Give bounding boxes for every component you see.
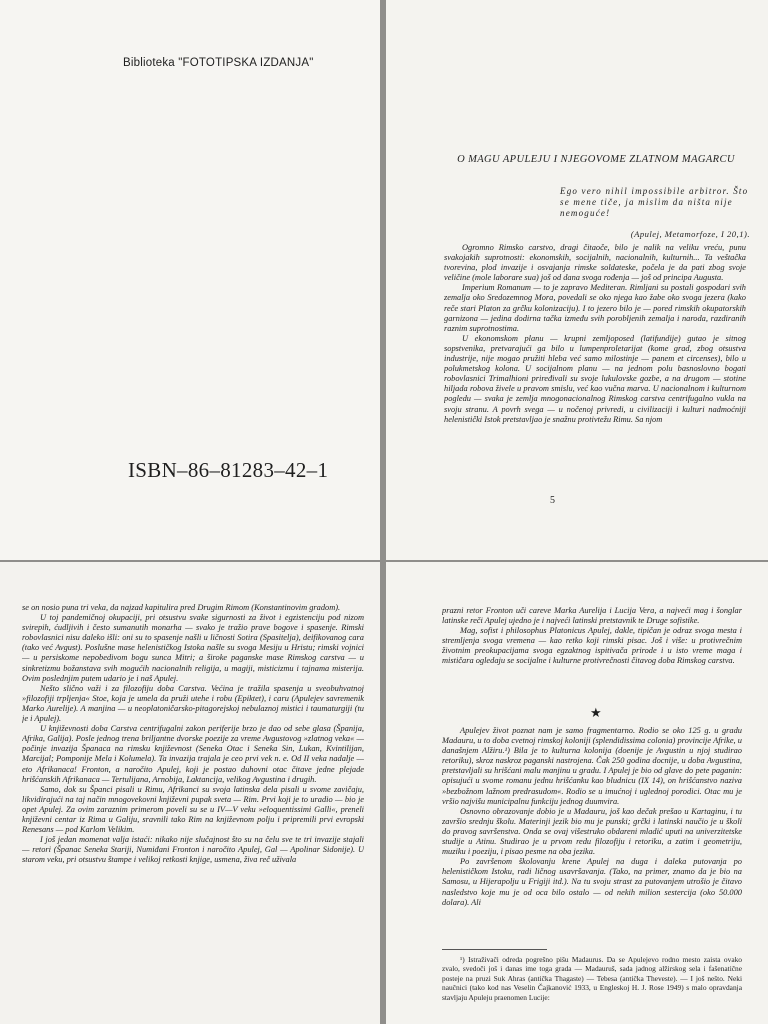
- paragraph: Mag, sofist i philosophus Platonicus Apulej, dakle, tipičan je odraz svoga mesta i stremljenja svoga vremena — kao retko koji rimski pisac. Još i više: u protivrečnim životnim preokupacijama svoga egzaktnog ispitivača prirode i u isto vreme maga i mističara ogledaju se socijalne i kulturne protivrečnosti čitavog doba Rimskog carstva.: [442, 626, 742, 666]
- body-text-top-right: [444, 243, 746, 483]
- paragraph: Po završenom školovanju krene Apulej na duga i daleka putovanja po helenističkom Istoku, radi ličnog usavršavanja. (Tako, na primer, znamo da je bio na Samosu, u Hijerapolju u Frigiji itd.). Na tu svoju strast za putovanjem utrošio je čitavo nasledstvo koje mu je od oca bilo ostalo — od nekih milion sestercija (oko 50.000 dolara). Ali: [442, 857, 742, 907]
- paragraph: U ekonomskom planu — krupni zemljoposed (latifundije) gutao je sitnog sopstvenika, pretvarajući ga bilo u lumpenproletarijat (kome grad, zbog otsustva industrije, nije mogao pružiti hleba već samo milostinje — panem et circenses), bilo u polukmetskog kolona. U socijalnom planu — na jednom polu basnoslovno bogati robovlasnici Trimalhioni priređivali su svoje lukulovske gozbe, a na drugom — stotine hiljada robova živele u pravom smislu, već kao vučna marva. U nacionalnom i kulturnom pogledu — svaka je zemlja mnogonacionalnog Rimskog carstva centrifugalno vukla na svoju stranu. A povrh svega — u nočenoj privredi, u civilizaciji i kulturi nadmoćniji helenistički Istok pretstavljao je snažnu protivtežu Rimu. Sa njom: [444, 333, 746, 424]
- star-separator-icon: ★: [590, 705, 602, 720]
- body-text-bottom-right-mid: [442, 726, 742, 942]
- page-bottom-right: [386, 562, 768, 1024]
- paragraph: Imperium Romanum — to je zapravo Mediteran. Rimljani su postali gospodari svih zemalja oko Sredozemnog Mora, povedali se oko njega kao žabe oko svoga jezera (kako reče stari Platon za grčku kolonizaciju). I to jezero bilo je — pored rimskih okupatorskih garnizona — jedina dodirna tačka između svih porobljenih zemalja i naroda, razdiranih raznim suprotnostima.: [444, 283, 746, 333]
- page-bottom-left: [0, 562, 380, 1024]
- footnote: [442, 955, 742, 1021]
- page-top-left: [0, 0, 380, 560]
- epigraph-source: (Apulej, Metamorfoze, I 20,1).: [630, 229, 750, 239]
- series-title: Biblioteka "FOTOTIPSKA IZDANJA": [123, 57, 314, 69]
- footnote-rule: [442, 949, 547, 950]
- paragraph: U toj pandemičnoj okupaciji, pri otsustvu svake sigurnosti za život i egzistenciju pod nizom svirepih, ćudljivih i često sumanutih monarha — svako je tražio prave bogove i spasenje. Rimski robovlasnici nisu daleko išli: oni su to spasenje našli u ličnosti Sotira (Spasitelja), deifikovanog cara (tako već Avgust). Poslušne mase helenističkog Istoka našle su svoga Mesiju u Hristu; rimski vojnici — u persiskome nepobedivom bogu sunca Mitri; a široke paganske mase Rimskog carstva — u sinkretizmu božanstava svih mogućih nacionalnih religija, u magiji, misticizmu i tajnama misterija. Ovim poslednjim putem udario je i naš Apulej.: [22, 613, 364, 683]
- paragraph: Apulejev život poznat nam je samo fragmentarno. Rodio se oko 125 g. u gradu Madauru, u to doba cvetnoj rimskoj koloniji (splendidissima colonia) provincije Afrike, u današnjem Alžiru.¹) Bila je to kulturna kolonija (doenije je Avgustin u njoj studirao retoriku), skroz naskroz paganski nastrojena. Čak 250 godina docnije, u doba Avgustina, pretstavljali su hrišćani malu manjinu u gradu. I Apulej je bio od glave do pete paganin: opisujući u svome romanu jednu hrišćanku kao bludnicu (IX 14), on hrišćanstvo naziva »bezbožnom lažnom predrasudom«. Rodio se u imućnoj i uglednoj porodici. Otac mu je vršio najvišu municipalnu funkciju jednog duumvira.: [442, 726, 742, 806]
- paragraph: I još jedan momenat valja istaći: nikako nije slučajnost što su na čelu sve te tri invazije stajali — retori (Španac Seneka Stariji, Numiđani Fronton i naročito Apulej, Gal — Apolinar Sidonije). U starom veku, pri otsustvu štampe i velikoj retkosti knjige, usmena, živa reč uživala: [22, 835, 364, 865]
- chapter-title: O MAGU APULEJU I NJEGOVOME ZLATNOM MAGARCU: [457, 154, 735, 165]
- paragraph: Osnovno obrazovanje dobio je u Madauru, još kao dečak prešao u Kartaginu, i tu završio srednju školu. Materinji jezik bio mu je punski; grčki i latinski naučio je u školi do pravog savršenstva. Onda se ovaj višestruko obdareni mladić uputi na univerzitetske studije u Atinu. Studirao je u prvom redu filozofiju i retoriku, a zatim i geometriju, muziku i poeziju, i pisao pesme na oba jezika.: [442, 806, 742, 857]
- paragraph: Nešto slično važi i za filozofiju doba Carstva. Većina je tražila spasenja u sveobuhvatnoj »filozofiji trpljenja« Stoe, koja je umela da pruži utehe i robu (Epiktet), i caru (Apulejev savremenik Marko Aurelije). A manjina — u neoplatoničarsko-pitagorejskoj nebulaznoj mistici i taumaturgiji (tu je i Apulej).: [22, 683, 364, 724]
- paragraph: se on nosio puna tri veka, da najzad kapitulira pred Drugim Rimom (Konstantinovim gradom).: [22, 603, 341, 612]
- isbn-number: ISBN–86–81283–42–1: [128, 458, 329, 482]
- body-text-bottom-left: [22, 603, 364, 1018]
- epigraph: Ego vero nihil impossibile arbitror. Što se mene tiče, ja mislim da ništa nije nemoguće!: [560, 186, 749, 218]
- page-top-right: [386, 0, 768, 560]
- footnote-text: ¹) Istraživači odreda pogrešno pišu Madaurus. Da se Apulejevo rodno mesto zaista ovako zvalo, svedoči još i danas ime toga grada — Madauruš, sada jadnog alžirskog sela i fašenatične posteje na pruzi Suk Ahras (antička Thagaste) — Tebesa (antička Theveste). — I još nešto. Neki naučnici (tako kod nas Veselin Čajkanović 1933, u Engleskoj H. J. Rose 1949) s malo opravdanja stavljaju Apuleju praenomen Lucije:: [442, 955, 742, 1002]
- paragraph: prazni retor Fronton uči careve Marka Aurelija i Lucija Vera, a najveći mag i šonglar latinske reči Apulej ujedno je i najveći latinski pretstavnik te Druge sofistike.: [442, 606, 742, 626]
- body-text-bottom-right-top: [442, 606, 742, 706]
- paragraph: U književnosti doba Carstva centrifugalni zakon periferije brzo je dao od sebe glasa (Španija, Afrika, Galija). Posle jednog trena briljantne dvorske poezije za vreme Avgustovog »zlatnog veka« — počinje invazija Španaca na rimsku književnost (Seneka Otac i Seneka Sin, Lukan, Kvintilijan, Marcijal; Pomponije Mela i Kolumela). Ta invazija trajala je ceo prvi vek n. e. Od II veka nadalje — eto Afrikanaca! Fronton, a naročito Apulej, koji je postao duhovni otac čitave jedne plejade hrišćanskih Afrikanaca — Tertulijana, Arnobija, Laktancija, velikog Avgustina i drugih.: [22, 724, 364, 784]
- paragraph: Samo, dok su Španci pisali u Rimu, Afrikanci su svoja latinska dela pisali u svome zavičaju, likvidirajući na taj način mnogovekovni književni pupak sveta — Rim. Prvi koji je to uradio — bio je opet Apulej. Za ovim zaraznim primerom poveli su se u IV—V veku »eloquentissimi Galli«, preneli književni centar iz Rima u Galiju, sravnili tako Rim na književnom polju i pripremili prvi evropski Renesans — pod Karlom Velikim.: [22, 784, 364, 835]
- paragraph: Ogromno Rimsko carstvo, dragi čitaoče, bilo je nalik na veliku vreću, punu svakojakih suprotnosti: ekonomskih, socijalnih, nacionalnih, kulturnih... Ta veštačka tvorevina, plod invazije i osvajanja rimske soldateske, počela je da pati zbog svoje veličine (mole laborare sua) još od dana svoga rođenja — još od principa Augusta.: [444, 243, 746, 283]
- page-number: 5: [550, 495, 555, 506]
